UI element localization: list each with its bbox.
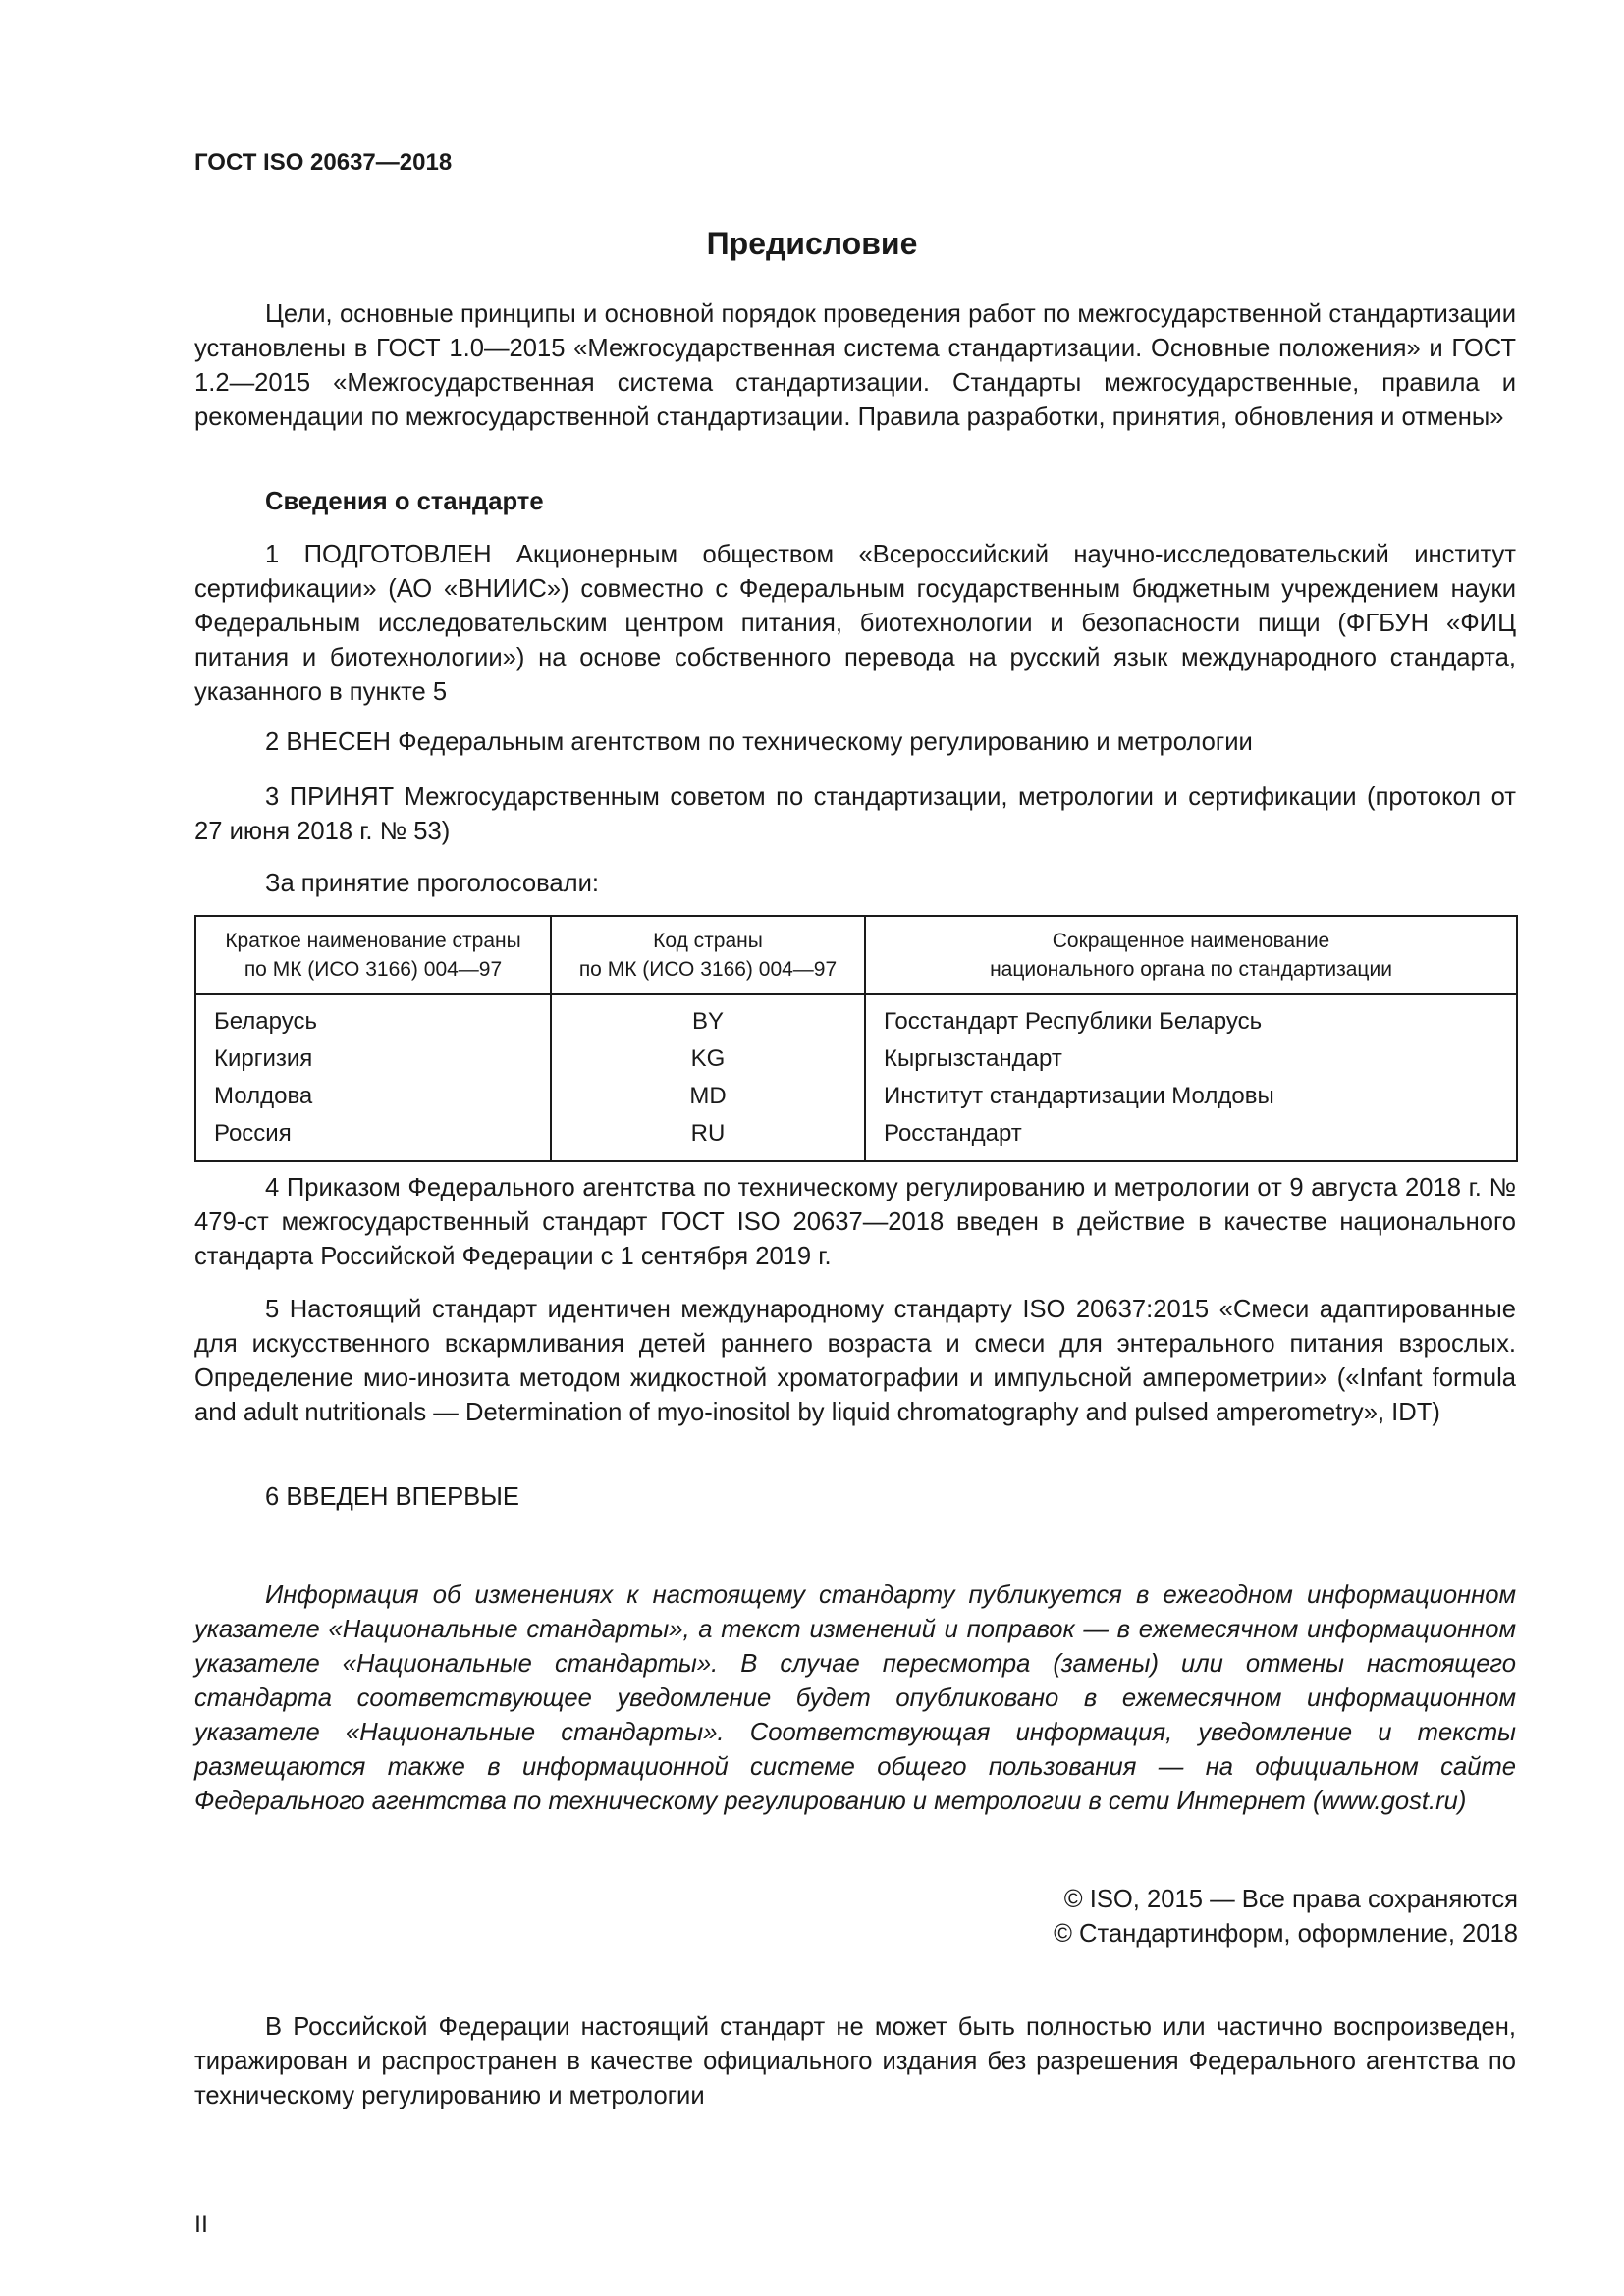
national-body: Росстандарт (865, 1115, 1517, 1161)
info-heading: Сведения о стандарте (265, 488, 544, 515)
table-header-row (195, 916, 1517, 994)
header-line: по МК (ИСО 3166) 004—97 (244, 958, 503, 981)
change-notice (194, 1578, 1516, 1819)
voting-countries-table (194, 915, 1518, 1162)
country-code: KG (551, 1041, 865, 1078)
country-name: Россия (214, 1120, 292, 1147)
reproduction-notice (194, 2010, 1516, 2113)
item-4-text: 4 Приказом Федерального агентства по техническому регулированию и метрологии от 9 августа 2018 г. № 479-ст межгосударственный стандарт ГОСТ ISO 20637—2018 введен в действие в качестве национального стандарта Российской Федерации с 1 сентября 2019 г. (194, 1174, 1516, 1270)
table-row (195, 1041, 1517, 1078)
item-1-text: 1 ПОДГОТОВЛЕН Акционерным обществом «Всероссийский научно-исследовательский институт сертификации» (АО «ВНИИС») совместно с Федеральным государственным бюджетным учреждением науки Федеральным исследовательским центром питания, биотехнологии и безопасности пищи (ФГБУН «ФИЦ питания и биотехнологии») на основе собственного перевода на русский язык международного стандарта, указанного в пункте 5 (194, 541, 1516, 706)
item-6: 6 ВВЕДЕН ВПЕРВЫЕ (265, 1483, 519, 1511)
item-4 (194, 1171, 1516, 1274)
item-1 (194, 538, 1516, 710)
item-3-text: 3 ПРИНЯТ Межгосударственным советом по стандартизации, метрологии и сертификации (протокол от 27 июня 2018 г. № 53) (194, 783, 1516, 845)
document-code: ГОСТ ISO 20637—2018 (194, 149, 453, 176)
reproduction-notice-text: В Российской Федерации настоящий стандарт не может быть полностью или частично воспроизведен, тиражирован и распространен в качестве официального издания без разрешения Федерального агентства по техническому регулированию и метрологии (194, 2013, 1516, 2109)
copyright-standartinform: © Стандартинформ, оформление, 2018 (1054, 1920, 1518, 1948)
table-row (195, 1078, 1517, 1115)
national-body: Кыргызстандарт (865, 1041, 1517, 1078)
header-line: по МК (ИСО 3166) 004—97 (578, 958, 838, 981)
change-notice-text: Информация об изменениях к настоящему стандарту публикуется в ежегодном информационном указателе «Национальные стандарты», а текст изменений и поправок — в ежемесячном информационном указателе «Национальные стандарты». В случае пересмотра (замены) или отмены настоящего стандарта соответствующее уведомление будет опубликовано в ежемесячном информационном указателе «Национальные стандарты». Соответствующая информация, уведомление и тексты размещаются также в информационной системе общего пользования — на официальном сайте Федерального агентства по техническому регулированию и метрологии в сети Интернет (www.gost.ru) (194, 1581, 1516, 1815)
item-3 (194, 780, 1516, 849)
header-line: Краткое наименование страны (225, 930, 521, 952)
country-code: RU (551, 1115, 865, 1161)
voted-label: За принятие проголосовали: (265, 870, 599, 897)
country-name: Молдова (214, 1083, 313, 1109)
item-2: 2 ВНЕСЕН Федеральным агентством по техническому регулированию и метрологии (265, 728, 1253, 756)
header-national-body (865, 916, 1517, 994)
national-body: Госстандарт Республики Беларусь (865, 994, 1517, 1041)
item-5-text: 5 Настоящий стандарт идентичен международному стандарту ISO 20637:2015 «Смеси адаптированные для искусственного вскармливания детей раннего возраста и смеси для энтерального питания взрослых. Определение мио-инозита методом жидкостной хроматографии и импульсной амперометрии» («Infant formula and adult nutritionals — Determination of myo-inositol by liquid chromatography and pulsed amperometry», IDT) (194, 1296, 1516, 1426)
country-name: Киргизия (214, 1045, 313, 1072)
item-5 (194, 1293, 1516, 1430)
header-line: Код страны (653, 930, 763, 952)
country-code: BY (551, 994, 865, 1041)
intro-paragraph (194, 297, 1516, 435)
header-line: Сокращенное наименование (1052, 930, 1330, 952)
country-name: Беларусь (214, 1008, 317, 1035)
table-row (195, 1115, 1517, 1161)
page-title: Предисловие (706, 226, 918, 261)
intro-text: Цели, основные принципы и основной порядок проведения работ по межгосударственной стандартизации установлены в ГОСТ 1.0—2015 «Межгосударственная система стандартизации. Основные положения» и ГОСТ 1.2—2015 «Межгосударственная система стандартизации. Стандарты межгосударственные, правила и рекомендации по межгосударственной стандартизации. Правила разработки, принятия, обновления и отмены» (194, 300, 1516, 431)
header-country-name (195, 916, 551, 994)
copyright-iso: © ISO, 2015 — Все права сохраняются (1063, 1886, 1518, 1913)
header-line: национального органа по стандартизации (990, 958, 1392, 981)
country-code: MD (551, 1078, 865, 1115)
national-body: Институт стандартизации Молдовы (865, 1078, 1517, 1115)
header-country-code (551, 916, 865, 994)
page-number: II (194, 2211, 208, 2238)
table-row (195, 994, 1517, 1041)
